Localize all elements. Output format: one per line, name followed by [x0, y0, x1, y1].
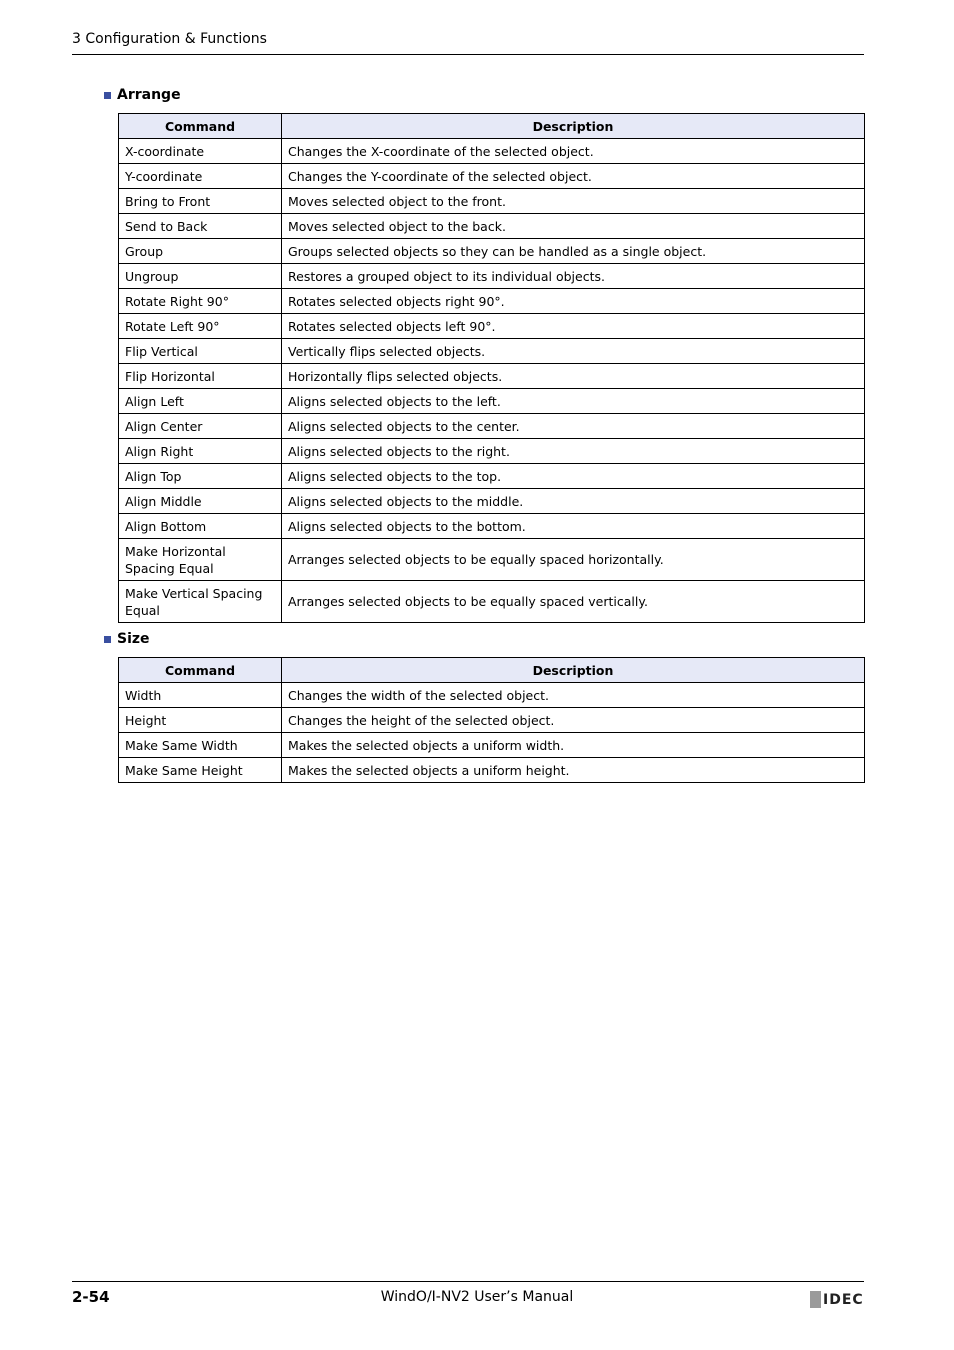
table-row — [119, 339, 865, 364]
table-row — [119, 414, 865, 439]
command-cell: Rotate Left 90° — [119, 314, 282, 339]
size-table — [118, 657, 865, 783]
table-row — [119, 364, 865, 389]
command-cell: Align Bottom — [119, 514, 282, 539]
command-cell: Group — [119, 239, 282, 264]
command-cell: Align Middle — [119, 489, 282, 514]
description-cell: Rotates selected objects right 90°. — [282, 289, 865, 314]
command-cell: Align Left — [119, 389, 282, 414]
page-number: 2-54 — [72, 1288, 110, 1306]
description-cell: Aligns selected objects to the bottom. — [282, 514, 865, 539]
column-header-description: Description — [282, 658, 865, 683]
table-row — [119, 264, 865, 289]
description-cell: Aligns selected objects to the left. — [282, 389, 865, 414]
command-cell: Align Right — [119, 439, 282, 464]
command-cell: Align Top — [119, 464, 282, 489]
table-row — [119, 189, 865, 214]
description-cell: Aligns selected objects to the center. — [282, 414, 865, 439]
table-row — [119, 683, 865, 708]
description-cell: Changes the Y-coordinate of the selected object. — [282, 164, 865, 189]
description-cell: Arranges selected objects to be equally spaced horizontally. — [282, 539, 865, 581]
command-cell: Make Horizontal Spacing Equal — [119, 539, 282, 581]
size-heading — [104, 631, 150, 647]
logo-text: IDEC — [823, 1291, 864, 1308]
arrange-heading — [104, 87, 181, 103]
command-cell: X-coordinate — [119, 139, 282, 164]
description-cell: Changes the height of the selected object. — [282, 708, 865, 733]
table-row — [119, 514, 865, 539]
command-cell: Bring to Front — [119, 189, 282, 214]
running-header: 3 Configuration & Functions — [72, 31, 267, 47]
command-cell: Rotate Right 90° — [119, 289, 282, 314]
footer-divider — [72, 1281, 864, 1282]
command-cell: Y-coordinate — [119, 164, 282, 189]
column-header-description: Description — [282, 114, 865, 139]
description-cell: Changes the X-coordinate of the selected object. — [282, 139, 865, 164]
table-row — [119, 733, 865, 758]
table-row — [119, 314, 865, 339]
table-row — [119, 289, 865, 314]
description-cell: Moves selected object to the front. — [282, 189, 865, 214]
description-cell: Aligns selected objects to the right. — [282, 439, 865, 464]
description-cell: Rotates selected objects left 90°. — [282, 314, 865, 339]
header-divider — [72, 54, 864, 55]
command-cell: Flip Horizontal — [119, 364, 282, 389]
description-cell: Arranges selected objects to be equally spaced vertically. — [282, 581, 865, 623]
command-cell: Send to Back — [119, 214, 282, 239]
table-row — [119, 581, 865, 623]
table-row — [119, 164, 865, 189]
table-row — [119, 389, 865, 414]
square-bullet-icon — [104, 636, 111, 643]
column-header-command: Command — [119, 114, 282, 139]
command-cell: Width — [119, 683, 282, 708]
column-header-command: Command — [119, 658, 282, 683]
command-cell: Ungroup — [119, 264, 282, 289]
table-row — [119, 239, 865, 264]
table-header-row — [119, 114, 865, 139]
command-cell: Make Vertical Spacing Equal — [119, 581, 282, 623]
table-row — [119, 214, 865, 239]
description-cell: Groups selected objects so they can be handled as a single object. — [282, 239, 865, 264]
description-cell: Makes the selected objects a uniform width. — [282, 733, 865, 758]
table-row — [119, 708, 865, 733]
description-cell: Aligns selected objects to the top. — [282, 464, 865, 489]
manual-title: WindO/I-NV2 User’s Manual — [380, 1289, 574, 1305]
table-row — [119, 758, 865, 783]
table-row — [119, 464, 865, 489]
command-cell: Align Center — [119, 414, 282, 439]
logo-mark-icon — [810, 1291, 821, 1308]
command-cell: Height — [119, 708, 282, 733]
table-row — [119, 489, 865, 514]
description-cell: Aligns selected objects to the middle. — [282, 489, 865, 514]
table-row — [119, 439, 865, 464]
size-heading-text: Size — [117, 631, 150, 647]
table-header-row — [119, 658, 865, 683]
command-cell: Make Same Width — [119, 733, 282, 758]
description-cell: Moves selected object to the back. — [282, 214, 865, 239]
description-cell: Changes the width of the selected object. — [282, 683, 865, 708]
idec-logo — [810, 1291, 864, 1308]
table-row — [119, 539, 865, 581]
description-cell: Restores a grouped object to its individual objects. — [282, 264, 865, 289]
square-bullet-icon — [104, 92, 111, 99]
description-cell: Horizontally flips selected objects. — [282, 364, 865, 389]
description-cell: Makes the selected objects a uniform height. — [282, 758, 865, 783]
table-row — [119, 139, 865, 164]
arrange-table — [118, 113, 865, 623]
arrange-heading-text: Arrange — [117, 87, 181, 103]
command-cell: Make Same Height — [119, 758, 282, 783]
description-cell: Vertically flips selected objects. — [282, 339, 865, 364]
command-cell: Flip Vertical — [119, 339, 282, 364]
